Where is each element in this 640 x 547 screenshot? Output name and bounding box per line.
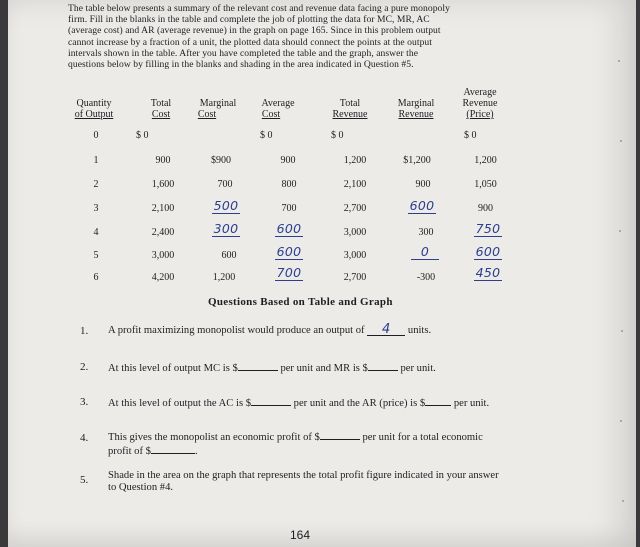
cell-tr: 3,000 xyxy=(343,227,367,238)
question-number: 5. xyxy=(80,474,89,486)
cell-tc: 2,100 xyxy=(151,203,175,214)
intro-line: intervals shown in the table. After you have completed the table and the graph, answer the xyxy=(68,47,419,59)
cell-mc-handwritten: 300 xyxy=(213,221,239,236)
answer-3-ar[interactable] xyxy=(425,396,451,406)
question-number: 4. xyxy=(80,432,89,444)
cell-q: 2 xyxy=(93,179,99,190)
cell-q: 6 xyxy=(93,272,99,283)
intro-paragraph xyxy=(68,3,528,70)
answer-4-per-unit[interactable] xyxy=(320,430,360,440)
cell-ar: 900 xyxy=(478,203,493,214)
cell-mc: 700 xyxy=(217,179,233,190)
margin-dot xyxy=(621,330,623,332)
cell-ac-handwritten: 600 xyxy=(276,221,302,236)
cell-mr-handwritten: 0 xyxy=(405,246,445,258)
cell-q: 4 xyxy=(93,227,99,238)
question-2: At this level of output MC is $ per unit and MR is $ per unit. xyxy=(108,363,436,374)
cell-tr: 2,700 xyxy=(343,203,367,214)
header-average-revenue: Average Revenue (Price) xyxy=(462,87,498,120)
header-marginal-revenue: Marginal Revenue xyxy=(397,98,435,120)
header-quantity: Quantity of Output xyxy=(74,98,114,120)
margin-dot xyxy=(620,420,622,422)
question-5: Shade in the area on the graph that represents the total profit figure indicated in your answer to Question #4. xyxy=(108,470,499,493)
cell-tc: 2,400 xyxy=(151,227,175,238)
header-total-revenue: Total Revenue xyxy=(332,98,368,120)
answer-3-ac[interactable] xyxy=(251,396,291,406)
cell-ac: $ 0 xyxy=(260,130,273,141)
cell-ar-handwritten: 450 xyxy=(475,265,501,280)
questions-title: Questions Based on Table and Graph xyxy=(208,296,393,308)
cell-ac: 700 xyxy=(281,203,297,214)
cell-tc: 1,600 xyxy=(151,179,175,190)
header-marginal-cost: Marginal Cost xyxy=(197,98,237,120)
question-3: At this level of output the AC is $ per unit and the AR (price) is $ per unit. xyxy=(108,398,490,409)
cell-ac-handwritten: 600 xyxy=(276,244,302,259)
cell-mc-handwritten: 500 xyxy=(213,198,239,213)
answer-4-total[interactable] xyxy=(151,444,195,454)
cell-mr-handwritten: 600 xyxy=(409,198,435,213)
cell-ar: 1,050 xyxy=(474,179,497,190)
cell-tc: $ 0 xyxy=(136,130,149,141)
cell-mr: $1,200 xyxy=(403,155,431,166)
margin-dot xyxy=(622,500,624,502)
cell-ac-handwritten: 700 xyxy=(276,265,302,280)
margin-dot xyxy=(618,60,620,62)
cell-mc: 1,200 xyxy=(212,272,236,283)
margin-dot xyxy=(619,230,621,232)
cell-tr: 3,000 xyxy=(343,250,367,261)
cell-ar: 1,200 xyxy=(474,155,497,166)
cell-mr: 900 xyxy=(415,179,431,190)
cell-mc: 600 xyxy=(221,250,237,261)
worksheet-page xyxy=(8,0,636,547)
cell-tc: 3,000 xyxy=(151,250,175,261)
intro-line: firm. Fill in the blanks in the table and complete the job of plotting the data for MC, MR, AC xyxy=(68,14,430,26)
question-number: 2. xyxy=(80,361,89,373)
cell-tc: 900 xyxy=(155,155,171,166)
cell-tr: 2,100 xyxy=(343,179,367,190)
answer-2-mr[interactable] xyxy=(368,361,398,371)
cell-ac: 900 xyxy=(280,155,296,166)
question-number: 3. xyxy=(80,396,89,408)
answer-1[interactable]: 4 xyxy=(367,325,405,336)
cell-ar: $ 0 xyxy=(464,130,477,141)
header-average-cost: Average Cost xyxy=(261,98,295,120)
header-total-cost: Total Cost xyxy=(150,98,172,120)
cell-q: 3 xyxy=(93,203,99,214)
cell-tr: 1,200 xyxy=(343,155,367,166)
cell-q: 5 xyxy=(93,250,99,261)
cell-ar-handwritten: 750 xyxy=(475,221,501,236)
cell-mr: -300 xyxy=(416,272,436,283)
answer-2-mc[interactable] xyxy=(238,361,278,371)
cell-q: 0 xyxy=(93,130,99,141)
page-number: 164 xyxy=(290,528,311,542)
intro-line: cannot increase by a fraction of a unit, the plotted data should connect the points at the output xyxy=(68,36,432,48)
cell-ar-handwritten: 600 xyxy=(475,244,501,259)
intro-line: (average cost) and AR (average revenue) in the graph on page 165. Since in this problem output xyxy=(68,25,441,37)
question-number: 1. xyxy=(80,325,89,337)
intro-line: The table below presents a summary of the relevant cost and revenue data facing a pure monopoly xyxy=(68,3,450,14)
intro-line: questions below by filling in the blanks and shading in the area indicated in Question #5. xyxy=(68,59,414,71)
margin-dot xyxy=(620,140,622,142)
cell-ac: 800 xyxy=(281,179,297,190)
question-4: This gives the monopolist an economic profit of $ per unit for a total economic profit of $ . xyxy=(108,432,483,457)
cell-mc: $900 xyxy=(211,155,231,166)
cell-mr: 300 xyxy=(418,227,434,238)
question-1: A profit maximizing monopolist would produce an output of 4 units. xyxy=(108,322,432,337)
cell-tr: $ 0 xyxy=(331,130,344,141)
cell-q: 1 xyxy=(93,155,99,166)
cell-tr: 2,700 xyxy=(343,272,367,283)
cell-tc: 4,200 xyxy=(151,272,175,283)
